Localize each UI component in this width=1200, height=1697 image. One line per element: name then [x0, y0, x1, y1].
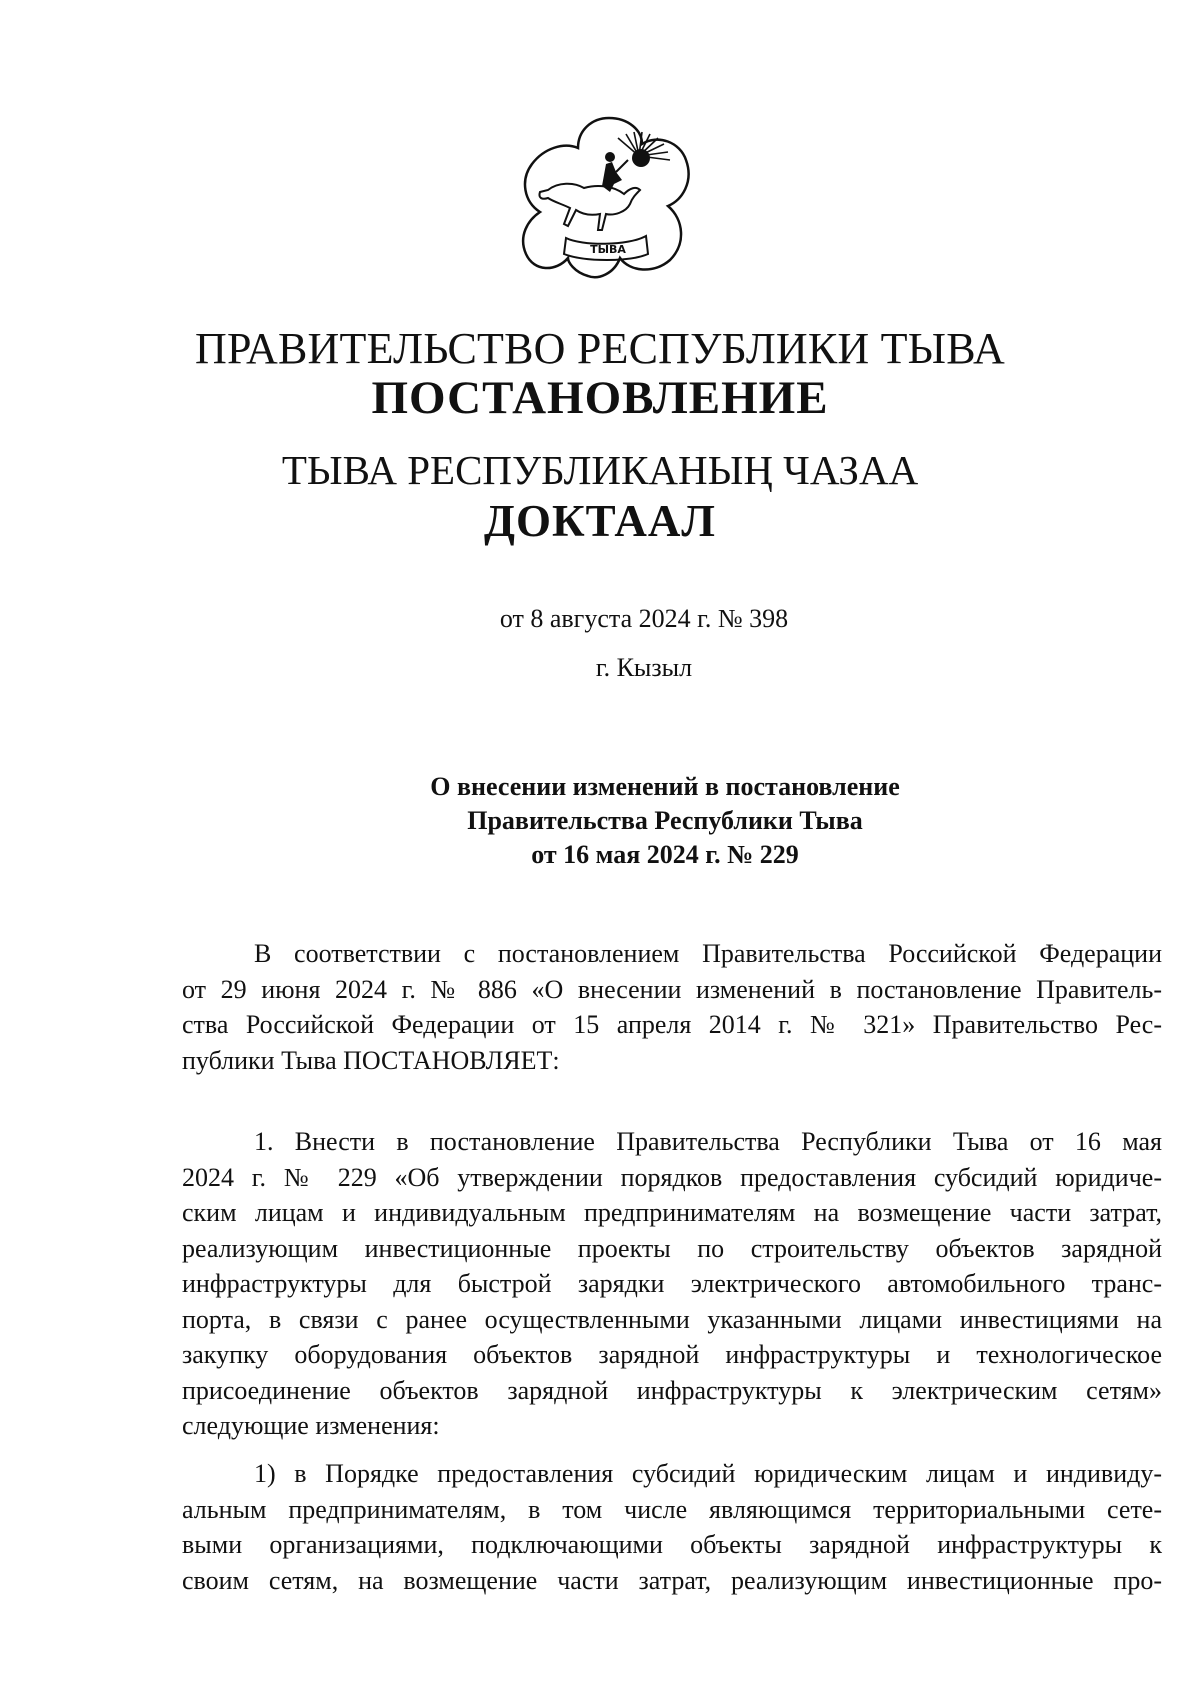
- paragraph-line: ским лицам и индивидуальным предпринимателям на возмещение части затрат,: [182, 1198, 1162, 1227]
- document-title-line: от 16 мая 2024 г. № 229: [531, 840, 799, 869]
- paragraph-line: публики Тыва ПОСТАНОВЛЯЕТ:: [182, 1045, 560, 1075]
- paragraph-line: ства Российской Федерации от 15 апреля 2014 г. № 321» Правительство Рес-: [182, 1010, 1162, 1039]
- paragraph-line: альным предпринимателям, в том числе являющимся территориальными сете-: [182, 1494, 1162, 1524]
- document-type-tv: ДОКТААЛ: [484, 496, 716, 546]
- paragraph-line: присоединение объектов зарядной инфраструктуры к электрическим сетям»: [182, 1375, 1162, 1405]
- paragraph-line: 2024 г. № 229 «Об утверждении порядков предоставления субсидий юридиче-: [182, 1162, 1162, 1192]
- paragraph-line: порта, в связи с ранее осуществленными указанными лицами инвестициями на: [182, 1304, 1162, 1334]
- document-title-line: Правительства Республики Тыва: [467, 806, 863, 835]
- item-1-paragraph: [182, 1124, 1162, 1444]
- paragraph-line: выми организациями, подключающими объекты зарядной инфраструктуры к: [182, 1530, 1162, 1559]
- tuva-emblem-icon: [518, 112, 700, 282]
- document-type-ru: ПОСТАНОВЛЕНИЕ: [371, 372, 829, 424]
- paragraph-line: В соответствии с постановлением Правительства Российской Федерации: [254, 939, 1162, 968]
- paragraph-line: своим сетям, на возмещение части затрат, реализующим инвестиционные про-: [182, 1565, 1162, 1595]
- paragraph-line: 1) в Порядке предоставления субсидий юридическим лицам и индивиду-: [254, 1459, 1162, 1488]
- document-title-line: О внесении изменений в постановление: [430, 772, 900, 801]
- subitem-1-paragraph: [182, 1456, 1162, 1598]
- government-name-ru: ПРАВИТЕЛЬСТВО РЕСПУБЛИКИ ТЫВА: [195, 324, 1005, 373]
- emblem-ribbon-text: ТЫВА: [590, 243, 626, 256]
- document-title: [65, 770, 1200, 872]
- paragraph-line: от 29 июня 2024 г. № 886 «О внесении изменений в постановление Правитель-: [182, 974, 1162, 1004]
- paragraph-line: инфраструктуры для быстрой зарядки электрического автомобильного транс-: [182, 1269, 1162, 1298]
- paragraph-line: 1. Внести в постановление Правительства Республики Тыва от 16 мая: [254, 1127, 1162, 1156]
- preamble-paragraph: [182, 936, 1162, 1078]
- paragraph-line: следующие изменения:: [182, 1411, 440, 1440]
- government-name-tv: ТЫВА РЕСПУБЛИКАНЫҢ ЧАЗАА: [281, 447, 919, 493]
- document-city: г. Кызыл: [595, 653, 693, 682]
- document-date-number: от 8 августа 2024 г. № 398: [499, 604, 789, 633]
- paragraph-line: реализующим инвестиционные проекты по строительству объектов зарядной: [182, 1233, 1162, 1263]
- paragraph-line: закупку оборудования объектов зарядной инфраструктуры и технологическое: [182, 1340, 1162, 1369]
